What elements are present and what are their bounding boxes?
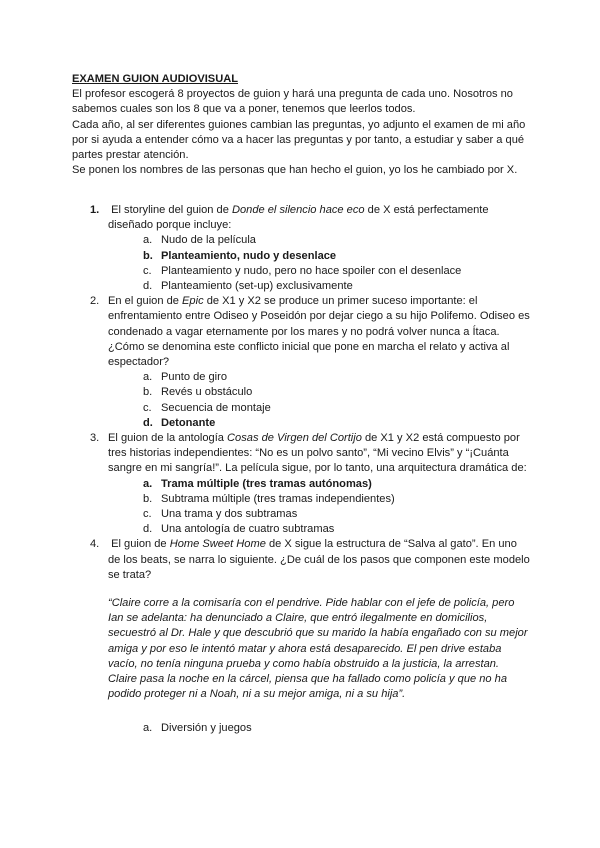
option-text: Punto de giro xyxy=(161,371,227,384)
question-3 xyxy=(90,431,530,537)
intro-paragraph-3: Se ponen los nombres de las personas que han hecho el guion, yo los he cambiado por X. xyxy=(72,164,518,177)
question-text-after: de X está perfectamente diseñado porque incluye: xyxy=(108,204,489,232)
intro-section xyxy=(72,72,542,178)
option-letter: c. xyxy=(143,508,152,521)
option-text: Una antología de cuatro subtramas xyxy=(161,523,335,536)
option-letter: c. xyxy=(143,401,152,414)
option-letter: b. xyxy=(143,386,153,399)
option-b xyxy=(143,385,530,400)
question-text xyxy=(108,537,530,583)
option-c xyxy=(143,507,530,522)
option-c xyxy=(143,264,530,279)
option-text: Planteamiento, nudo y desenlace xyxy=(161,249,337,262)
option-list xyxy=(108,233,530,294)
option-a xyxy=(143,233,530,248)
option-c xyxy=(143,401,530,416)
question-text xyxy=(108,294,530,370)
option-b xyxy=(143,492,530,507)
option-letter: a. xyxy=(143,234,153,247)
question-text-before: El storyline del guion de xyxy=(111,204,232,216)
question-4 xyxy=(90,537,530,735)
option-letter: a. xyxy=(143,721,153,734)
option-text: Detonante xyxy=(161,416,216,429)
option-letter: c. xyxy=(143,264,152,277)
option-text: Secuencia de montaje xyxy=(161,401,271,414)
option-text: Diversión y juegos xyxy=(161,721,252,734)
question-number: 3. xyxy=(90,432,100,445)
intro-paragraph-1: El profesor escogerá 8 proyectos de guion y hará una pregunta de cada uno. Nosotros no sabemos cuales son los 8 que va a poner, tenemos que leerlos todos. xyxy=(72,88,513,116)
script-title: Home Sweet Home xyxy=(169,538,266,551)
option-b-correct xyxy=(143,249,530,264)
question-text-after: de X1 y X2 está compuesto por tres historias independientes: “No es un polvo santo”, “Mi vecino Elvis” y “¡Cuánta sangre en mi sangría!”. La película sigue, por lo tanto, una arquitectura dramática de: xyxy=(108,432,527,475)
question-text-before: El guion de la antología xyxy=(108,432,228,445)
intro-paragraph-2: Cada año, al ser diferentes guiones cambian las preguntas, yo adjunto el examen de mi año por si ayuda a entender cómo va a hacer las preguntas y por tanto, a estudiar y saber a qué partes prestar atención. xyxy=(72,118,526,162)
question-text xyxy=(108,203,530,233)
option-letter: d. xyxy=(143,416,153,429)
option-a xyxy=(143,370,530,385)
option-d xyxy=(143,279,530,294)
question-text-after: de X sigue la estructura de “Salva al gato”. En uno de los beats, se narra lo siguiente. ¿De cuál de los pasos que componen este modelo se trata? xyxy=(108,538,530,581)
option-d-correct xyxy=(143,416,530,431)
option-text: Una trama y dos subtramas xyxy=(161,508,298,521)
question-1 xyxy=(90,203,530,294)
question-text-after: de X1 y X2 se produce un primer suceso importante: el enfrentamiento entre Odiseo y Poseidón por dejar ciego a su hijo Polifemo. Odiseo es condenado a vagar eternamente por los mares y no podrá volver nunca a Ítaca. ¿Cómo se denomina este conflicto inicial que pone en marcha el relato y activa al espectador? xyxy=(108,295,530,369)
question-number: 1. xyxy=(90,204,100,216)
option-text: Planteamiento y nudo, pero no hace spoiler con el desenlace xyxy=(161,264,462,277)
option-list xyxy=(108,477,530,538)
option-text: Revés u obstáculo xyxy=(161,386,253,399)
script-title: Epic xyxy=(182,295,204,308)
option-letter: d. xyxy=(143,523,153,536)
option-text: Subtrama múltiple (tres tramas independientes) xyxy=(161,492,395,505)
option-text: Planteamiento (set-up) exclusivamente xyxy=(161,280,353,293)
question-number: 2. xyxy=(90,295,100,308)
question-number: 4. xyxy=(90,538,100,551)
option-letter: d. xyxy=(143,280,153,293)
question-text-before: El guion de xyxy=(111,538,170,551)
script-title: Donde el silencio hace eco xyxy=(231,204,365,216)
question-text-before: En el guion de xyxy=(108,295,183,308)
option-letter: a. xyxy=(143,371,153,384)
option-letter: b. xyxy=(143,249,153,262)
option-list xyxy=(108,370,530,431)
option-text: Trama múltiple (tres tramas autónomas) xyxy=(161,477,372,490)
document-title: EXAMEN GUION AUDIOVISUAL xyxy=(72,73,239,85)
question-list xyxy=(90,203,530,736)
option-a-correct xyxy=(143,477,530,492)
option-letter: a. xyxy=(143,477,153,490)
option-letter: b. xyxy=(143,492,153,505)
question-2 xyxy=(90,294,530,431)
question-text xyxy=(108,431,530,477)
beat-quote: “Claire corre a la comisaría con el pendrive. Pide hablar con el jefe de policía, pero Ian se adelanta: ha denunciado a Claire, que entró ilegalmente en domicilios, secuestró al Dr. Hale y que descubrió que su marido la había engañado con su mejor amiga y por eso le intentó matar y ahora está desaparecido. El pen drive estaba vacío, no tenía ninguna prueba y como había obstruido a la justicia, la arrestan. Claire pasa la noche en la cárcel, piensa que ha fallado como policía y que no ha podido proteger ni a Noah, ni a su mejor amiga, ni a su hija”. xyxy=(108,597,528,701)
option-a xyxy=(143,721,530,736)
option-d xyxy=(143,522,530,537)
option-text: Nudo de la película xyxy=(161,234,256,247)
script-title: Cosas de Virgen del Cortijo xyxy=(227,432,362,445)
option-list xyxy=(108,721,530,736)
